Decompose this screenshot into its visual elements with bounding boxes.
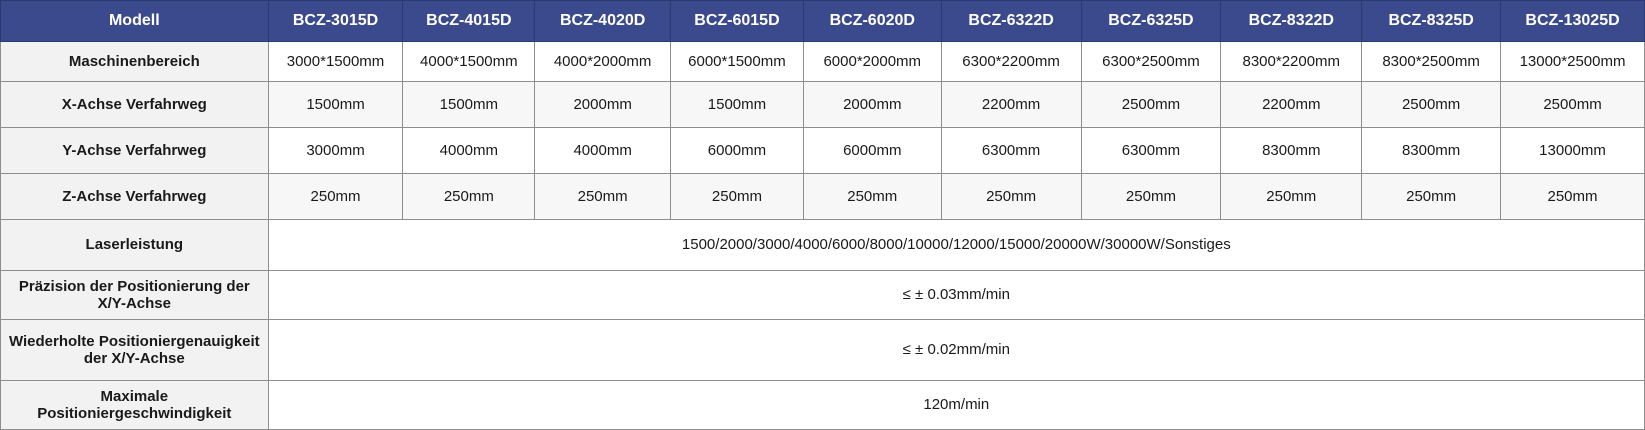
- table-row: [1, 42, 1645, 82]
- cell-y-achse-9: 8300mm: [1362, 128, 1501, 174]
- cell-x-achse-8: 2200mm: [1221, 82, 1362, 128]
- cell-laserleistung-value: 1500/2000/3000/4000/6000/8000/10000/12000/15000/20000W/30000W/Sonstiges: [268, 220, 1644, 271]
- row-label-maschinenbereich: Maschinenbereich: [1, 42, 269, 82]
- cell-z-achse-5: 250mm: [803, 174, 941, 220]
- cell-praezision-value: ≤ ± 0.03mm/min: [268, 271, 1644, 320]
- table-row: [1, 128, 1645, 174]
- header-cell-model-5: BCZ-6020D: [803, 1, 941, 42]
- table-row: [1, 381, 1645, 430]
- cell-z-achse-6: 250mm: [941, 174, 1081, 220]
- cell-maschinenbereich-7: 6300*2500mm: [1081, 42, 1221, 82]
- header-cell-model-2: BCZ-4015D: [403, 1, 535, 42]
- cell-y-achse-5: 6000mm: [803, 128, 941, 174]
- cell-x-achse-5: 2000mm: [803, 82, 941, 128]
- cell-z-achse-9: 250mm: [1362, 174, 1501, 220]
- cell-maschinenbereich-10: 13000*2500mm: [1501, 42, 1645, 82]
- header-cell-model-4: BCZ-6015D: [671, 1, 804, 42]
- row-label-wiederholte-positioniergenauigkeit: Wiederholte Positioniergenauigkeit der X/Y-Achse: [1, 320, 269, 381]
- row-label-y-achse: Y-Achse Verfahrweg: [1, 128, 269, 174]
- cell-x-achse-7: 2500mm: [1081, 82, 1221, 128]
- row-label-x-achse: X-Achse Verfahrweg: [1, 82, 269, 128]
- header-cell-model-8: BCZ-8322D: [1221, 1, 1362, 42]
- cell-x-achse-9: 2500mm: [1362, 82, 1501, 128]
- header-cell-model-1: BCZ-3015D: [268, 1, 403, 42]
- table-row: [1, 174, 1645, 220]
- cell-y-achse-8: 8300mm: [1221, 128, 1362, 174]
- cell-z-achse-2: 250mm: [403, 174, 535, 220]
- cell-maschinenbereich-6: 6300*2200mm: [941, 42, 1081, 82]
- table-row: [1, 82, 1645, 128]
- header-cell-model-3: BCZ-4020D: [535, 1, 671, 42]
- cell-x-achse-3: 2000mm: [535, 82, 671, 128]
- cell-y-achse-7: 6300mm: [1081, 128, 1221, 174]
- cell-x-achse-6: 2200mm: [941, 82, 1081, 128]
- cell-z-achse-1: 250mm: [268, 174, 403, 220]
- cell-maschinenbereich-5: 6000*2000mm: [803, 42, 941, 82]
- cell-z-achse-8: 250mm: [1221, 174, 1362, 220]
- cell-y-achse-10: 13000mm: [1501, 128, 1645, 174]
- cell-y-achse-4: 6000mm: [671, 128, 804, 174]
- cell-x-achse-2: 1500mm: [403, 82, 535, 128]
- cell-y-achse-2: 4000mm: [403, 128, 535, 174]
- cell-x-achse-1: 1500mm: [268, 82, 403, 128]
- cell-z-achse-4: 250mm: [671, 174, 804, 220]
- cell-maschinenbereich-3: 4000*2000mm: [535, 42, 671, 82]
- cell-z-achse-10: 250mm: [1501, 174, 1645, 220]
- row-label-laserleistung: Laserleistung: [1, 220, 269, 271]
- cell-z-achse-7: 250mm: [1081, 174, 1221, 220]
- row-label-z-achse: Z-Achse Verfahrweg: [1, 174, 269, 220]
- cell-maschinenbereich-9: 8300*2500mm: [1362, 42, 1501, 82]
- cell-x-achse-4: 1500mm: [671, 82, 804, 128]
- cell-maschinenbereich-1: 3000*1500mm: [268, 42, 403, 82]
- cell-x-achse-10: 2500mm: [1501, 82, 1645, 128]
- cell-z-achse-3: 250mm: [535, 174, 671, 220]
- cell-wiederholte-value: ≤ ± 0.02mm/min: [268, 320, 1644, 381]
- cell-y-achse-1: 3000mm: [268, 128, 403, 174]
- cell-maschinenbereich-8: 8300*2200mm: [1221, 42, 1362, 82]
- header-cell-model-7: BCZ-6325D: [1081, 1, 1221, 42]
- cell-y-achse-6: 6300mm: [941, 128, 1081, 174]
- row-label-praezision-positionierung: Präzision der Positionierung der X/Y-Achse: [1, 271, 269, 320]
- cell-y-achse-3: 4000mm: [535, 128, 671, 174]
- header-cell-model-9: BCZ-8325D: [1362, 1, 1501, 42]
- header-cell-model-6: BCZ-6322D: [941, 1, 1081, 42]
- header-cell-modell: Modell: [1, 1, 269, 42]
- row-label-maximale-positioniergeschwindigkeit: Maximale Positioniergeschwindigkeit: [1, 381, 269, 430]
- table-row: [1, 271, 1645, 320]
- cell-maximale-geschwindigkeit-value: 120m/min: [268, 381, 1644, 430]
- header-cell-model-10: BCZ-13025D: [1501, 1, 1645, 42]
- cell-maschinenbereich-2: 4000*1500mm: [403, 42, 535, 82]
- table-row: [1, 320, 1645, 381]
- table-header-row: [1, 1, 1645, 42]
- cell-maschinenbereich-4: 6000*1500mm: [671, 42, 804, 82]
- table-row: [1, 220, 1645, 271]
